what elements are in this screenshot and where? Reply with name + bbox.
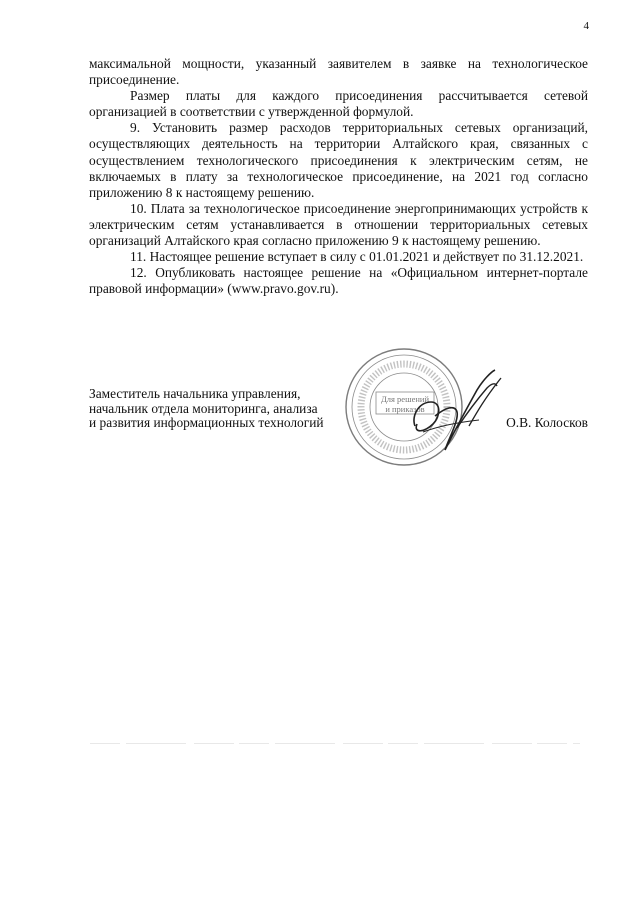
document-body [89,56,588,297]
body-paragraph: максимальной мощности, указанный заявителем в заявке на технологическое присоединение. [89,56,588,88]
scan-artifact [90,742,580,745]
page-number: 4 [583,20,589,32]
body-paragraph: 12. Опубликовать настоящее решение на «Официальном интернет-портале правовой информации» (www.pravo.gov.ru). [89,265,588,297]
body-paragraph: 11. Настоящее решение вступает в силу с 01.01.2021 и действует по 31.12.2021. [130,249,584,265]
signatory-title-line: Заместитель начальника управления, [89,386,301,401]
signatory-title-line: и развития информационных технологий [89,415,324,431]
body-paragraph: Размер платы для каждого присоединения рассчитывается сетевой организацией в соответствии с утвержденной формулой. [89,88,588,120]
signatory-name: О.В. Колосков [506,415,588,430]
body-paragraph: 10. Плата за технологическое присоединение энергопринимающих устройств к электрическим сетям устанавливается в отношении территориальных сетевых организаций Алтайского края согласно приложению 9 к настоящему решению. [89,200,588,249]
signature-block [89,387,588,431]
signatory-title-line: начальник отдела мониторинга, анализа [89,400,318,416]
body-paragraph: 9. Установить размер расходов территориальных сетевых организаций, осуществляющих деятельность на территории Алтайского края, связанных с осуществлением технологического присоединения к электрическим сетям, не включаемых в плату за технологическое присоединение, на 2021 год согласно приложению 8 к настоящему решению. [89,120,588,200]
seal-center-line-1: Для решений [380,394,430,404]
signatory-title [89,387,359,431]
seal-center-line-2: и приказов [385,404,425,414]
